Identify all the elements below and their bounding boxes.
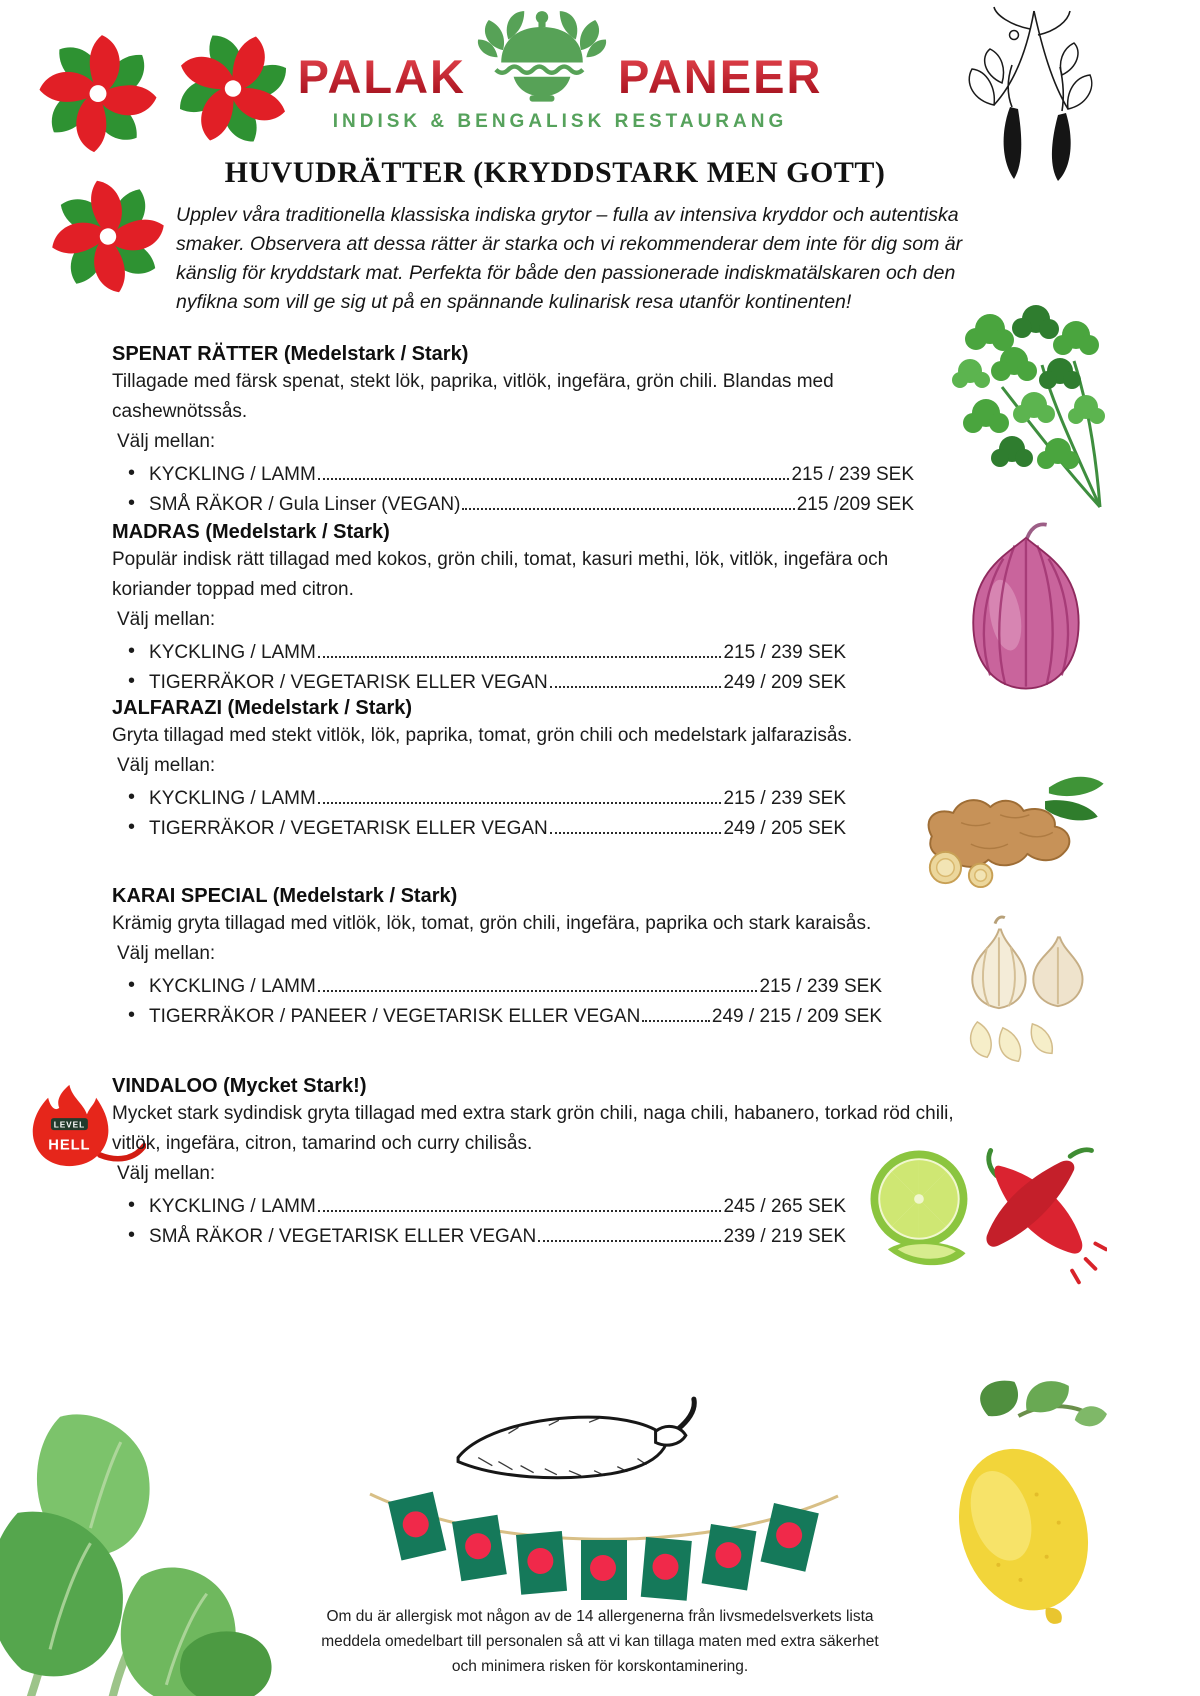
hell-badge-label: HELL — [48, 1137, 91, 1154]
section-items — [112, 1189, 846, 1249]
flower-logo — [28, 26, 168, 156]
item-price: 215 / 239 SEK — [791, 464, 914, 485]
section-items — [112, 635, 846, 695]
menu-item — [128, 487, 914, 517]
item-label: • KYCKLING / LAMM — [149, 1196, 316, 1217]
lemon-image — [928, 1373, 1114, 1631]
dotted-leader — [318, 990, 758, 992]
section-title: SPENAT RÄTTER (Medelstark / Stark) — [112, 343, 469, 365]
choose-label: Välj mellan: — [117, 943, 216, 964]
dotted-leader — [642, 1020, 710, 1022]
section-title: KARAI SPECIAL (Medelstark / Stark) — [112, 885, 458, 907]
dotted-leader — [318, 478, 790, 480]
bangladesh-flag-bunting — [366, 1488, 842, 1604]
allergy-notice-line: meddela omedelbart till personalen så att vi kan tillaga maten med extra säkerhet — [321, 1633, 879, 1650]
item-price: 215 / 239 SEK — [723, 788, 846, 809]
item-price: 249 / 205 SEK — [723, 818, 846, 839]
item-price: 245 / 265 SEK — [723, 1196, 846, 1217]
bangladesh-flag — [388, 1492, 819, 1601]
page-title: HUVUDRÄTTER (KRYDDSTARK MEN GOTT) — [224, 156, 886, 189]
item-price: 215 / 239 SEK — [723, 642, 846, 663]
dotted-leader — [318, 656, 722, 658]
allergy-notice-line: och minimera risken för korskontaminering. — [451, 1658, 749, 1675]
menu-item — [128, 665, 846, 695]
menu-section-spenat — [112, 341, 952, 517]
item-label: • KYCKLING / LAMM — [149, 788, 316, 809]
choose-label: Välj mellan: — [117, 1163, 216, 1184]
choose-label: Välj mellan: — [117, 609, 216, 630]
allergy-notice — [0, 1604, 1200, 1679]
brand-palak: PALAK — [297, 50, 466, 103]
dotted-leader — [462, 508, 794, 510]
flower-logo — [170, 20, 296, 152]
item-label: • KYCKLING / LAMM — [149, 642, 316, 663]
section-description: Krämig gryta tillagad med vitlök, lök, tomat, grön chili, ingefära, paprika och stark karaisås. — [112, 913, 872, 934]
intro-text: Upplev våra traditionella klassiska indiska grytor – fulla av intensiva kryddor och autentiska smaker. Observera att dessa rätter är starka och vi rekommenderar dem inte för dig som är känslig för kryddstark mat. Perfekta för både den passionerade indiskmatälskaren och den nyfikna som vill ge sig ut på en spännande kulinarisk resa utanför kontinenten! — [176, 204, 963, 313]
item-price: 215 /209 SEK — [796, 494, 914, 515]
allergy-notice-line: Om du är allergisk mot någon av de 14 allergenerna från livsmedelsverkets lista — [326, 1608, 874, 1625]
dotted-leader — [318, 1210, 722, 1212]
item-price: 239 / 219 SEK — [723, 1226, 846, 1247]
chili-sketch-image — [448, 1393, 710, 1503]
parsley-image — [950, 295, 1110, 515]
garlic-image — [938, 905, 1110, 1073]
menu-item — [128, 1219, 846, 1249]
item-label: • TIGERRÄKOR / VEGETARISK ELLER VEGAN — [149, 672, 548, 693]
dotted-leader — [538, 1240, 721, 1242]
restaurant-logo — [280, 4, 840, 104]
section-items — [112, 781, 846, 841]
menu-section-jalfarazi — [112, 695, 882, 841]
section-items — [112, 457, 914, 517]
item-label: • SMÅ RÄKOR / VEGETARISK ELLER VEGAN — [149, 1226, 537, 1247]
item-label: • KYCKLING / LAMM — [149, 976, 316, 997]
item-label: • KYCKLING / LAMM — [149, 464, 316, 485]
restaurant-tagline: INDISK & BENGALISK RESTAURANG — [332, 111, 788, 132]
dotted-leader — [318, 802, 722, 804]
item-price: 249 / 215 / 209 SEK — [711, 1006, 882, 1027]
item-label: • TIGERRÄKOR / PANEER / VEGETARISK ELLER VEGAN — [149, 1006, 641, 1027]
item-price: 215 / 239 SEK — [759, 976, 882, 997]
menu-item — [128, 635, 846, 665]
dotted-leader — [550, 686, 722, 688]
menu-item — [128, 457, 914, 487]
dotted-leader — [550, 832, 722, 834]
section-description: Mycket stark sydindisk gryta tillagad med extra stark grön chili, naga chili, habanero, torkad röd chili, vitlök, ingefära, citron, tamarind och curry chilisås. — [112, 1103, 954, 1154]
section-description: Tillagade med färsk spenat, stekt lök, paprika, vitlök, ingefära, grön chili. Blandas med cashewnötssås. — [112, 371, 834, 422]
menu-section-karai — [112, 883, 912, 1029]
menu-item — [128, 969, 882, 999]
menu-item — [128, 999, 882, 1029]
choose-label: Välj mellan: — [117, 755, 216, 776]
item-label: • SMÅ RÄKOR / Gula Linser (VEGAN) — [149, 494, 461, 515]
choose-label: Välj mellan: — [117, 431, 216, 452]
ginger-image — [900, 768, 1110, 890]
onion-image — [945, 515, 1105, 703]
menu-section-vindaloo — [112, 1073, 978, 1249]
menu-item — [128, 811, 846, 841]
item-label: • TIGERRÄKOR / VEGETARISK ELLER VEGAN — [149, 818, 548, 839]
menu-item — [128, 1189, 846, 1219]
section-title: MADRAS (Medelstark / Stark) — [112, 521, 390, 543]
section-description: Populär indisk rätt tillagad med kokos, grön chili, tomat, kasuri methi, lök, vitlök, ingefära och koriander toppad med citron. — [112, 549, 889, 600]
menu-item — [128, 781, 846, 811]
brand-paneer: PANEER — [618, 50, 823, 103]
cloche-icon — [468, 4, 616, 106]
section-description: Gryta tillagad med stekt vitlök, lök, paprika, tomat, grön chili och medelstark jalfarazisås. — [112, 725, 853, 746]
section-title: VINDALOO (Mycket Stark!) — [112, 1075, 367, 1097]
section-items — [112, 969, 882, 1029]
section-title: JALFARAZI (Medelstark / Stark) — [112, 697, 413, 719]
menu-section-madras — [112, 519, 952, 695]
level-badge-label: LEVEL — [53, 1119, 86, 1130]
item-price: 249 / 209 SEK — [723, 672, 846, 693]
